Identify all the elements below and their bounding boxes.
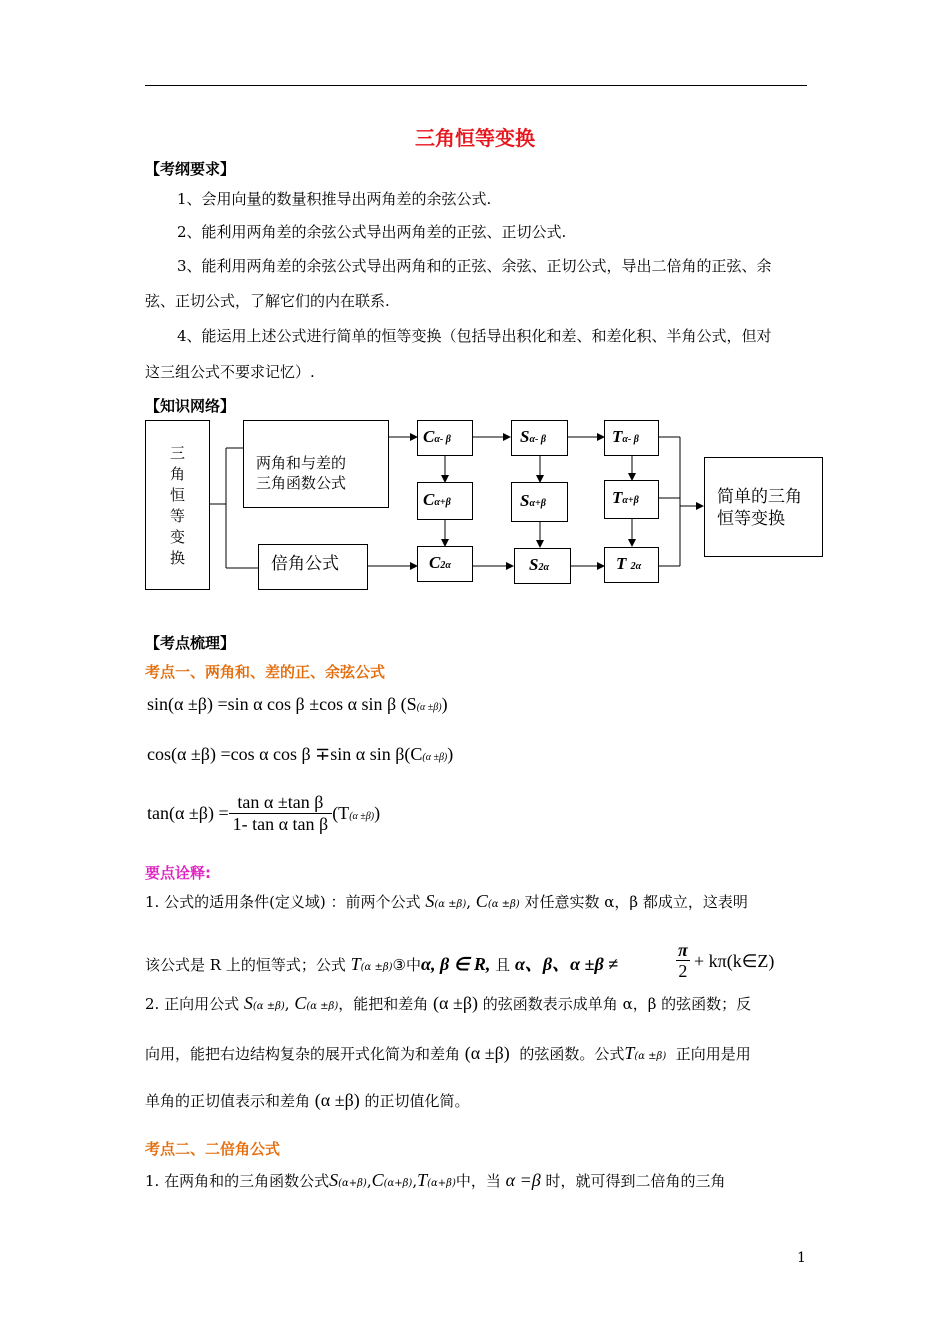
note2-alpha-beta-3: (α ±β)	[314, 1090, 360, 1110]
node-letter: T	[612, 427, 623, 446]
tan-fraction	[229, 792, 333, 835]
node-subscript: α- β	[434, 434, 451, 445]
diagram-box-simple-identity	[704, 457, 823, 557]
note1-text-b: 对任意实数 α，β 都成立，这表明	[524, 893, 748, 911]
note1-ab-in-r: α, β ∈ R,	[421, 954, 491, 974]
note2-line2: 向用，能把右边结构复杂的展开式化简为和差角 (α ±β) 的弦函数。公式T(α ±β) 正向用是用	[145, 1043, 751, 1063]
point2-text-d: 时，就可得到二倍角的三角	[545, 1172, 726, 1190]
node-c-2	[417, 546, 473, 582]
cos-formula: cos(α ±β) =cos α cos β ∓sin α sin β(C(α ±β))	[147, 744, 454, 764]
point2-s-sub: (α+β)	[338, 1178, 367, 1189]
node-letter: T	[612, 488, 623, 507]
node-subscript: α+β	[622, 495, 639, 506]
node-subscript: 2α	[440, 560, 451, 571]
char: 换	[169, 549, 185, 567]
node-letter: C	[423, 490, 435, 509]
node-t-minus	[604, 420, 659, 456]
note2-text-g: 单角的正切值表示和差角	[145, 1092, 311, 1110]
point2-line1: 1. 在两角和的三角函数公式S(α+β),C(α+β),T(α+β)中，当 α =β 时，就可得到二倍角的三角	[145, 1170, 726, 1190]
tan-numerator: tan α ±tan β	[229, 792, 333, 814]
page-title: 三角恒等变换	[415, 126, 535, 150]
node-c-minus	[417, 420, 473, 456]
node-t-2	[604, 547, 659, 583]
two-denominator: 2	[678, 961, 688, 981]
diagram-box-trig-identity	[145, 420, 210, 590]
char: 角	[169, 465, 185, 483]
note1-s-sub: (α ±β)	[434, 899, 467, 910]
sin-formula-sub: (α ±β)	[416, 702, 442, 713]
tan-lhs: tan(α ±β) =	[147, 803, 229, 823]
double-angle-label: 倍角公式	[271, 554, 339, 574]
node-t-plus	[604, 480, 659, 519]
node-s-2	[514, 548, 571, 584]
requirement-2: 2、能利用两角差的余弦公式导出两角差的正弦、正切公式.	[177, 223, 567, 241]
cos-formula-text: cos(α ±β) =cos α cos β ∓sin α sin β(C	[147, 744, 423, 764]
node-letter: S	[520, 427, 530, 446]
pi-numerator: π	[678, 940, 688, 960]
node-subscript: 2α	[538, 562, 550, 573]
note2-text-b: ，能把和差角	[338, 995, 429, 1013]
char: 恒	[169, 486, 185, 504]
sum-diff-line1: 两角和与差的	[256, 454, 347, 472]
diagram-box-double-angle	[258, 544, 368, 590]
node-letter: C	[429, 553, 441, 572]
note1-text-a: 1. 公式的适用条件(定义域) ：前两个公式	[145, 893, 421, 911]
tan-formula: tan(α ±β) = $\frac{\text{tan α ±tan β}}{\text{1- tan α tan β}}$ (T(α ±β))	[147, 792, 381, 834]
sin-formula: sin(α ±β) =sin α cos β ±cos α sin β (S(α ±β))	[147, 694, 448, 714]
note2-c-sub: (α ±β)	[306, 1001, 339, 1012]
note2-text-e: 的弦函数。公式	[519, 1045, 625, 1063]
note2-text-f: 正向用是用	[675, 1045, 751, 1063]
char: 等	[169, 507, 185, 525]
note2-t-sub: (α ±β)	[634, 1051, 667, 1062]
note1-k-pi: + kπ(k∈Z)	[694, 951, 775, 971]
note1-text-d: ③中	[392, 956, 421, 974]
tan-sub: (α ±β)	[349, 811, 375, 822]
simple-identity-line1: 简单的三角	[717, 487, 802, 507]
tan-denominator: 1- tan α tan β	[232, 814, 329, 834]
node-subscript: α- β	[529, 434, 546, 445]
note1-line1: 1. 公式的适用条件(定义域) ：前两个公式 S(α ±β), C(α ±β) 对任意实数 α，β 都成立，这表明	[145, 891, 748, 911]
point2-alpha-eq-beta: α =β	[505, 1170, 541, 1190]
note1-pi-over-2	[676, 940, 690, 981]
section-network: 【知识网络】	[145, 397, 236, 415]
simple-identity-line2: 恒等变换	[717, 509, 785, 529]
node-letter: C	[423, 427, 435, 446]
note1-text-c: 该公式是 R 上的恒等式；公式	[145, 956, 346, 974]
note2-line3	[145, 1090, 470, 1111]
note1-c-sub: (α ±β)	[487, 899, 520, 910]
char: 三	[169, 444, 185, 462]
requirement-4-cont: 这三组公式不要求记忆）.	[145, 363, 315, 381]
page-number: 1	[797, 1250, 806, 1266]
node-letter: S	[520, 491, 530, 510]
requirement-3-cont: 弦、正切公式，了解它们的内在联系.	[145, 292, 390, 310]
point2-text-a: 1. 在两角和的三角函数公式	[145, 1172, 330, 1190]
note2-text-d: 向用，能把右边结构复杂的展开式化简为和差角	[145, 1045, 461, 1063]
node-c-plus	[417, 482, 473, 520]
sin-formula-text: sin(α ±β) =sin α cos β ±cos α sin β (S	[147, 694, 417, 714]
point2-c-sub: (α+β)	[383, 1178, 413, 1189]
requirement-4: 4、能运用上述公式进行简单的恒等变换（包括导出积化和差、和差化积、半角公式，但对	[177, 327, 772, 345]
node-s-minus	[511, 420, 568, 456]
node-subscript: 2α	[630, 561, 642, 572]
note2-s-sub: (α ±β)	[252, 1001, 285, 1012]
note1-line2: 该公式是 R 上的恒等式；公式 T(α ±β)③中α, β ∈ R, 且 α、β、α ±β ≠	[145, 954, 619, 974]
node-letter: T	[616, 554, 627, 573]
tan-rhs: (T	[332, 803, 350, 823]
requirement-1: 1、会用向量的数量积推导出两角差的余弦公式.	[177, 190, 492, 208]
note2-text-h: 的正切值化简。	[364, 1092, 470, 1110]
note1-t-sub: (α ±β)	[360, 962, 393, 973]
note2-alpha-beta-2: (α ±β)	[464, 1043, 510, 1063]
node-subscript: α- β	[622, 434, 639, 445]
note1-text-e: 且	[495, 956, 511, 974]
section-points: 【考点梳理】	[145, 634, 236, 652]
note2-text-c: 的弦函数表示成单角 α，β 的弦函数；反	[482, 995, 752, 1013]
node-subscript: α+β	[529, 498, 546, 509]
sum-diff-line2: 三角函数公式	[256, 474, 347, 492]
requirement-3: 3、能利用两角差的余弦公式导出两角和的正弦、余弦、正切公式，导出二倍角的正弦、余	[177, 257, 772, 275]
node-letter: S	[529, 555, 539, 574]
node-subscript: α+β	[434, 497, 451, 508]
point2-t-sub: (α+β)	[427, 1178, 456, 1189]
point2-heading: 考点二、二倍角公式	[145, 1140, 281, 1158]
cos-formula-sub: (α ±β)	[422, 752, 448, 763]
note2-line1: 2. 正向用公式 S(α ±β), C(α ±β)，能把和差角 (α ±β) 的弦函数表示成单角 α，β 的弦函数；反	[145, 993, 752, 1013]
note1-condition: α、β、α ±β ≠	[514, 954, 619, 974]
note2-alpha-beta: (α ±β)	[433, 993, 479, 1013]
point1-heading: 考点一、两角和、差的正、余弦公式	[145, 663, 386, 681]
note2-text-a: 2. 正向用公式	[145, 995, 240, 1013]
char: 变	[169, 528, 185, 546]
node-s-plus	[511, 482, 568, 522]
point2-text-b: 中，当	[455, 1172, 501, 1190]
notes-heading: 要点诠释:	[145, 864, 211, 882]
section-requirements: 【考纲要求】	[145, 160, 236, 178]
diagram-box-sum-diff	[243, 420, 389, 508]
